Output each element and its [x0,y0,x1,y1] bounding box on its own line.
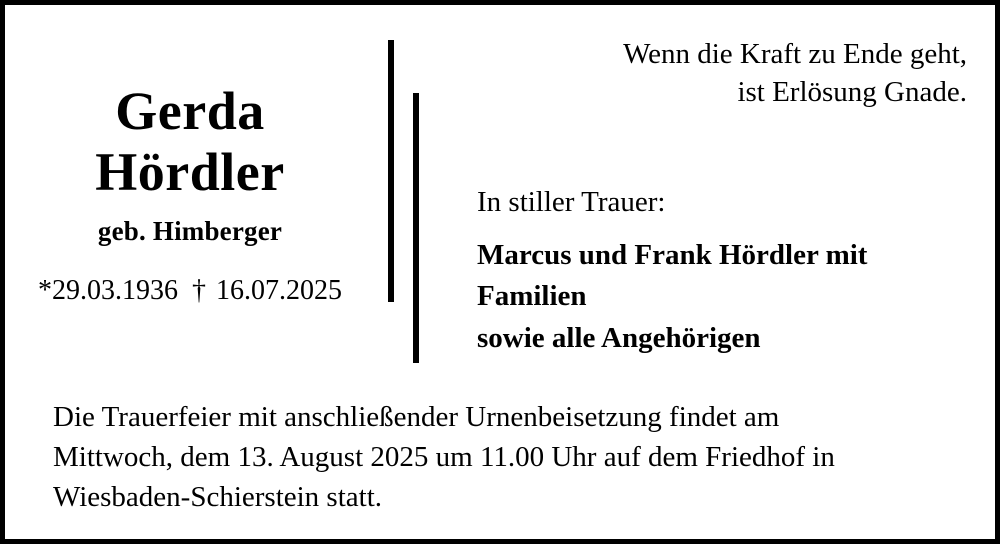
ceremony-details [53,397,955,517]
given-name: Gerda [115,81,265,142]
deceased-name-block [5,5,375,383]
verse-line-1: Wenn die Kraft zu Ende geht, [623,38,967,70]
mourners-list [477,235,973,359]
notice-upper-section [5,5,995,383]
birth-date: 29.03.1936 [52,274,178,306]
mourners-line-3: sowie alle Angehörigen [477,321,761,354]
mourners-line-1: Marcus und Frank Hördler mit [477,239,868,272]
death-date: 16.07.2025 [216,274,342,306]
ceremony-line-2: Mittwoch, dem 13. August 2025 um 11.00 Uhr auf dem Friedhof in [53,441,835,474]
verse-line-2: ist Erlösung Gnade. [737,76,967,109]
life-dates [38,275,342,307]
family-name: Hördler [95,141,285,202]
mourners-intro: In stiller Trauer: [477,185,666,218]
divider-rule-left [388,40,394,302]
notice-right-block [457,5,973,383]
divider-rule-right [413,93,419,363]
mourners-block [457,184,973,359]
death-cross-icon: † [192,274,206,306]
mourners-line-2: Familien [477,280,587,313]
ceremony-line-3: Wiesbaden-Schierstein statt. [53,481,383,514]
birth-symbol: * [38,274,52,306]
verse [457,35,973,112]
maiden-name: geb. Himberger [97,215,283,246]
ceremony-line-1: Die Trauerfeier mit anschließender Urnenbeisetzung findet am [53,401,780,433]
